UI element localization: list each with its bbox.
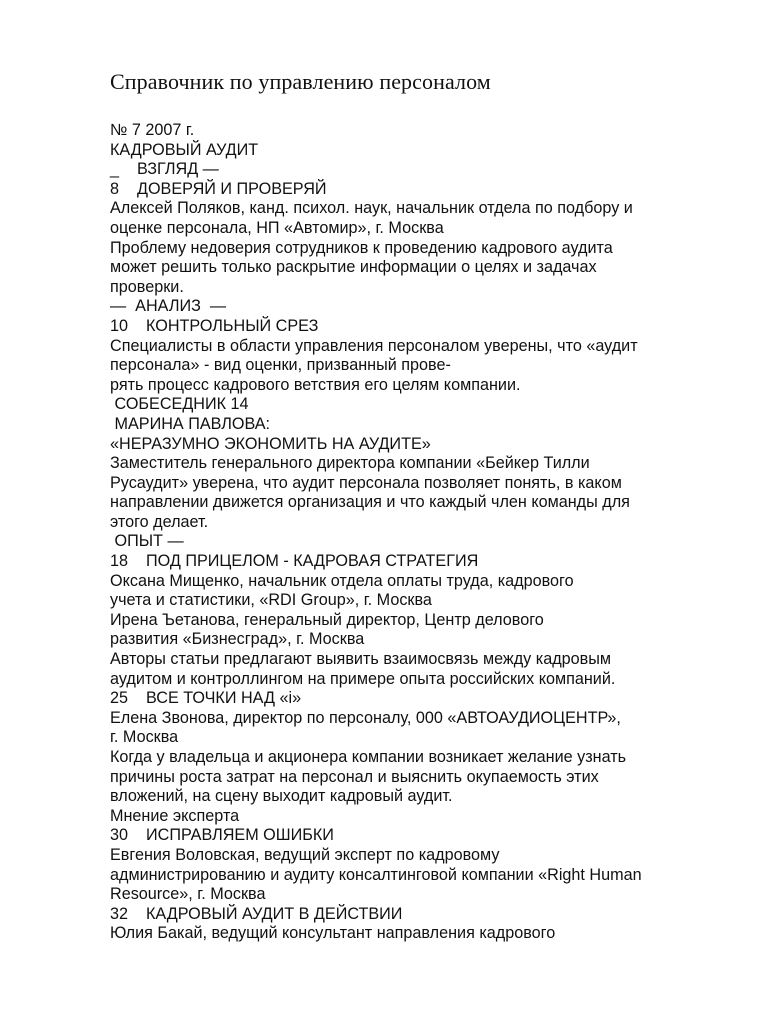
text-line: 10 КОНТРОЛЬНЫЙ СРЕЗ: [110, 316, 319, 335]
text-line: направлении движется организация и что каждый член команды для: [110, 493, 630, 512]
text-line: развития «Бизнесград», г. Москва: [110, 630, 365, 649]
text-line: Алексей Поляков, канд. психол. наук, начальник отдела по подбору и: [110, 199, 633, 218]
text-line: «НЕРАЗУМНО ЭКОНОМИТЬ НА АУДИТЕ»: [110, 434, 431, 453]
text-line: КАДРОВЫЙ АУДИТ: [110, 140, 259, 159]
text-line: ОПЫТ —: [110, 532, 184, 551]
text-line: Ирена Ъетанова, генеральный директор, Центр делового: [110, 610, 544, 629]
document-body: [110, 121, 750, 944]
text-line: персонала» - вид оценки, призванный прове-: [110, 356, 451, 375]
text-line: причины роста затрат на персонал и выяснить окупаемость этих: [110, 767, 599, 786]
text-line: администрированию и аудиту консалтинговой компании «Right Human: [110, 865, 642, 884]
text-line: учета и статистики, «RDI Group», г. Москва: [110, 591, 432, 610]
text-line: Авторы статьи предлагают выявить взаимосвязь между кадровым: [110, 650, 612, 669]
text-line: 30 ИСПРАВЛЯЕМ ОШИБКИ: [110, 826, 334, 845]
text-line: Русаудит» уверена, что аудит персонала позволяет понять, в каком: [110, 473, 622, 492]
text-line: 32 КАДРОВЫЙ АУДИТ В ДЕЙСТВИИ: [110, 904, 403, 923]
text-line: вложений, на сцену выходит кадровый аудит.: [110, 787, 453, 806]
text-line: оценке персонала, НП «Автомир», г. Москва: [110, 218, 444, 237]
text-line: Заместитель генерального директора компании «Бейкер Тилли: [110, 454, 590, 473]
text-line: 25 ВСЕ ТОЧКИ НАД «i»: [110, 689, 302, 708]
text-line: 18 ПОД ПРИЦЕЛОМ - КАДРОВАЯ СТРАТЕГИЯ: [110, 552, 479, 571]
text-line: Мнение эксперта: [110, 806, 240, 825]
text-line: — АНАЛИЗ —: [110, 297, 227, 316]
text-line: может решить только раскрытие информации о целях и задачах: [110, 258, 597, 277]
text-line: 8 ДОВЕРЯЙ И ПРОВЕРЯЙ: [110, 179, 327, 198]
text-line: МАРИНА ПАВЛОВА:: [110, 414, 271, 433]
text-line: Оксана Мищенко, начальник отдела оплаты труда, кадрового: [110, 571, 574, 590]
text-line: рять процесс кадрового ветствия его целям компании.: [110, 375, 521, 394]
text-line: Юлия Бакай, ведущий консультант направления кадрового: [110, 924, 556, 943]
text-line: СОБЕСЕДНИК 14: [110, 395, 249, 414]
text-line: г. Москва: [110, 728, 179, 747]
text-line: Евгения Воловская, ведущий эксперт по кадровому: [110, 845, 500, 864]
text-line: этого делает.: [110, 512, 209, 531]
text-line: № 7 2007 г.: [110, 121, 195, 139]
text-line: аудитом и контроллингом на примере опыта российских компаний.: [110, 669, 616, 688]
text-line: Когда у владельца и акционера компании возникает желание узнать: [110, 748, 627, 766]
text-line: _ ВЗГЛЯД —: [110, 160, 219, 179]
text-line: проверки.: [110, 277, 184, 296]
text-line: Елена Звонова, директор по персоналу, 000 «АВТОАУДИОЦЕНТР»,: [110, 708, 621, 727]
text-line: Специалисты в области управления персоналом уверены, что «аудит: [110, 336, 638, 355]
document-title: Справочник по управлению персоналом: [110, 69, 491, 94]
text-line: Resource», г. Москва: [110, 885, 266, 904]
text-line: Проблему недоверия сотрудников к проведению кадрового аудита: [110, 238, 613, 257]
